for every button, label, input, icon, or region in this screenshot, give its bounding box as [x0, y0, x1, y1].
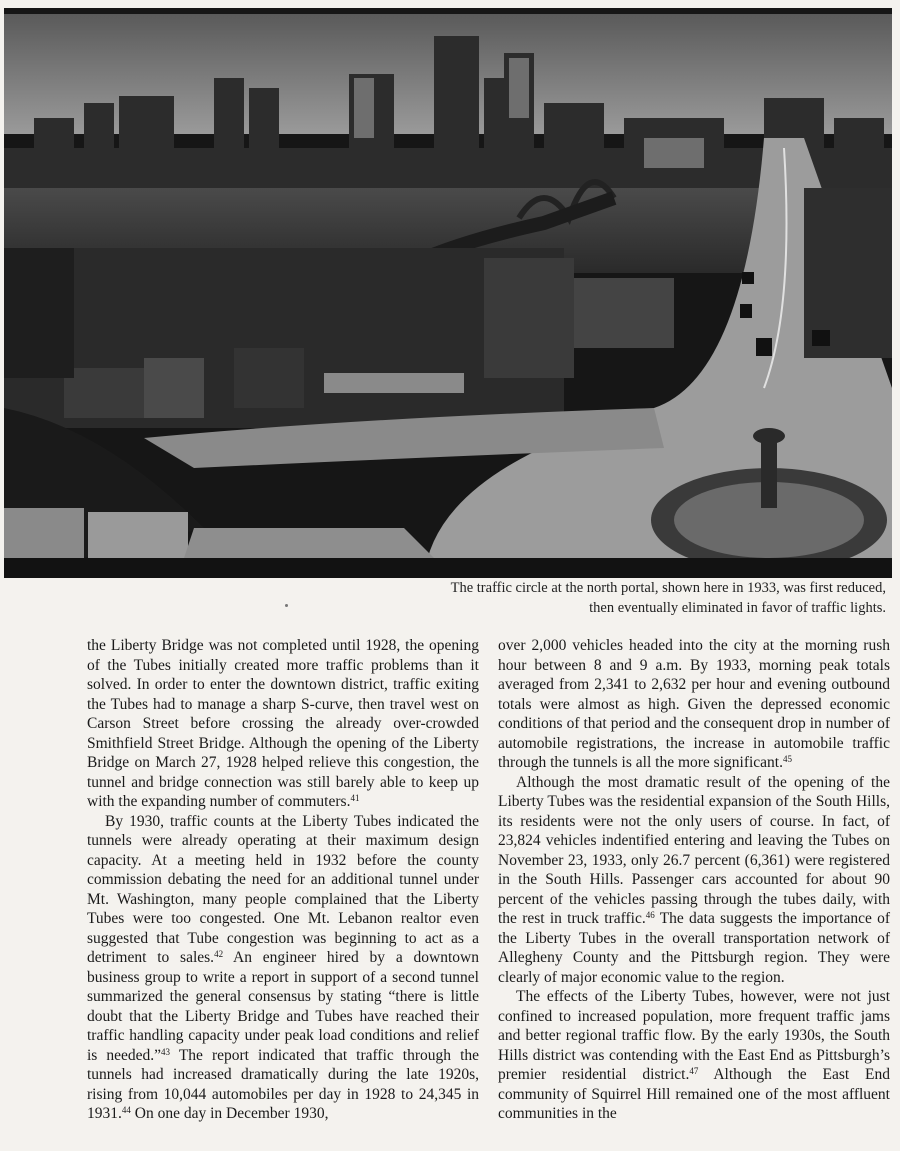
- body-text: Although the most dramatic result of the opening of the Liberty Tubes was the residential expansion of the South Hills, its residents were not the only users of course. In fact, of 23,824 vehicles indentified entering and leaving the Tubes on November 23, 1933, only 26.7 percent (6,361) were registered in the South Hills. Passenger cars accounted for about 90 percent of the vehicles passing through the tubes daily, with the rest in truck traffic.: [498, 773, 890, 927]
- right-paragraph-2: [498, 773, 890, 988]
- right-paragraph-3: [498, 987, 890, 1124]
- caption-line-1: The traffic circle at the north portal, shown here in 1933, was first reduced,: [450, 580, 886, 596]
- footnote-marker: 41: [350, 793, 360, 803]
- body-text: On one day in December 1930,: [130, 1105, 329, 1122]
- footnote-marker: 43: [161, 1046, 171, 1057]
- left-paragraph-2: [87, 812, 479, 1124]
- body-text: The effects of the Liberty Tubes, however, were not just confined to increased population, more frequent traffic jams and better regional traffic flow. By the early 1930s, the South Hills district was contending with the East End as Pittsburgh’s premier residential district.: [498, 988, 890, 1083]
- left-paragraph-1: [87, 636, 479, 812]
- body-text: Although the East End community of Squirrel Hill remained one of the most affluent communities in the: [498, 1066, 890, 1122]
- body-text: An engineer hired by a downtown business group to write a report in support of a second tunnel summarized the general consensus by stating “there is little doubt that the Liberty Bridge and Tubes have reached their traffic handling capacity under peak load conditions and relief is needed.”: [87, 949, 479, 1064]
- body-text: By 1930, traffic counts at the Liberty Tubes indicated the tunnels were already operating at their maximum design capacity. At a meeting held in 1932 before the county commission debating the need for an additional tunnel under Mt. Washington, many people complained that the Liberty Tubes were too congested. One Mt. Lebanon realtor even suggested that Tube congestion was beginning to act as a detriment to sales.: [87, 812, 479, 966]
- body-text: the Liberty Bridge was not completed until 1928, the opening of the Tubes initially created more traffic problems than it solved. In order to enter the downtown district, traffic exiting the Tubes had to manage a sharp S-curve, then travel west on Carson Street before crossing the already over-crowded Smithfield Street Bridge. Although the opening of the Liberty Bridge on March 27, 1928 helped relieve this congestion, the tunnel and bridge connection was still barely able to keep up with the expanding number of commuters.: [87, 637, 479, 810]
- historic-photo: [4, 8, 892, 578]
- footnote-marker: 46: [645, 910, 655, 920]
- body-text: The data suggests the importance of the Liberty Tubes in the overall transportation network of Allegheny County and the Pittsburgh region. They were clearly of major economic value to the region.: [498, 910, 891, 986]
- photo-illustration: [4, 8, 892, 578]
- footnote-marker: 47: [689, 1066, 699, 1076]
- right-paragraph-1: [498, 636, 890, 773]
- caption-line-2: then eventually eliminated in favor of traffic lights.: [589, 600, 886, 616]
- right-text-column: [498, 636, 890, 1124]
- body-text: over 2,000 vehicles headed into the city at the morning rush hour between 8 and 9 a.m. By 1933, morning peak totals averaged from 2,341 to 2,632 per hour and evening outbound totals were almost as high. Given the depressed economic conditions of that period and the consequent drop in number of automobile registrations, the increase in automobile traffic through the tunnels is all the more significant.: [498, 637, 890, 771]
- body-text: The report indicated that traffic through the tunnels had increased dramatically during the late 1920s, rising from 10,044 automobiles per day in 1928 to 24,345 in 1931.: [87, 1046, 480, 1122]
- photo-caption: [326, 578, 886, 618]
- footnote-marker: 44: [121, 1105, 131, 1115]
- footnote-marker: 42: [214, 949, 224, 959]
- print-speck: [285, 604, 288, 607]
- footnote-marker: 45: [782, 754, 792, 764]
- left-text-column: [87, 636, 479, 1124]
